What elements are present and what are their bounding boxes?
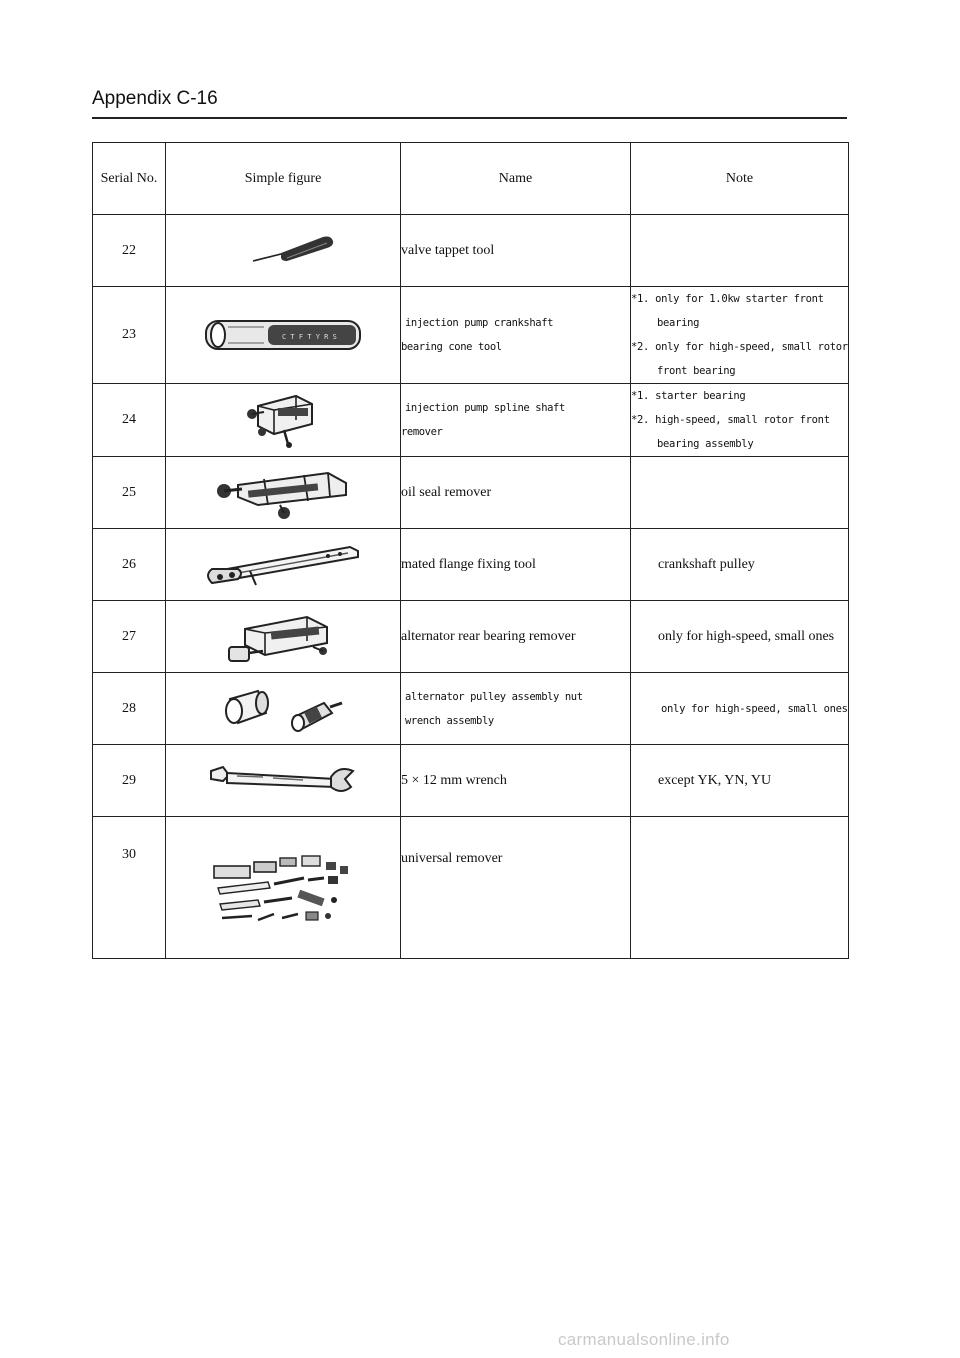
name-cell	[401, 457, 631, 529]
note-line: *2. high-speed, small rotor front	[631, 414, 830, 426]
table-row	[93, 601, 849, 673]
serial-cell: 29	[93, 745, 166, 817]
name-line: mated flange fixing tool	[401, 557, 536, 572]
column-header-name: Name	[401, 143, 631, 215]
note-cell	[631, 215, 849, 287]
figure-cell	[166, 287, 401, 384]
name-cell	[401, 817, 631, 959]
name-cell	[401, 287, 631, 384]
serial-cell: 27	[93, 601, 166, 673]
note-line: except YK, YN, YU	[658, 772, 772, 788]
name-line: bearing cone tool	[401, 341, 502, 353]
table-row	[93, 673, 849, 745]
column-header-figure: Simple figure	[166, 143, 401, 215]
watermark-text: carmanualsonline.info	[558, 1330, 730, 1349]
serial-cell: 24	[93, 384, 166, 457]
column-header-serial: Serial No.	[93, 143, 166, 215]
figure-cell	[166, 457, 401, 529]
serial-cell: 25	[93, 457, 166, 529]
note-cell	[631, 673, 849, 745]
serial-cell: 26	[93, 529, 166, 601]
note-cell	[631, 817, 849, 959]
special-tools-table	[92, 142, 849, 959]
table-row	[93, 215, 849, 287]
name-cell	[401, 601, 631, 673]
note-line: *2. only for high-speed, small rotor	[631, 341, 848, 353]
note-line: front bearing	[657, 365, 736, 377]
note-line: bearing assembly	[657, 438, 754, 450]
serial-cell: 23	[93, 287, 166, 384]
name-cell	[401, 215, 631, 287]
serial-cell: 28	[93, 673, 166, 745]
column-header-note: Note	[631, 143, 849, 215]
name-line: injection pump crankshaft	[405, 317, 554, 329]
figure-cell	[166, 215, 401, 287]
name-line: injection pump spline shaft	[405, 402, 565, 414]
note-line: *1. starter bearing	[631, 390, 746, 402]
wrench-icon	[203, 761, 363, 801]
note-cell	[631, 457, 849, 529]
note-cell	[631, 529, 849, 601]
note-line: *1. only for 1.0kw starter front	[631, 293, 824, 305]
name-line: oil seal remover	[401, 485, 492, 500]
figure-cell	[166, 745, 401, 817]
note-line: only for high-speed, small ones	[661, 702, 848, 715]
svg-text:C T F T Y R S: C T F T Y R S	[282, 333, 337, 341]
note-cell	[631, 384, 849, 457]
note-cell	[631, 601, 849, 673]
figure-cell	[166, 384, 401, 457]
header-divider	[92, 117, 847, 119]
table-row	[93, 529, 849, 601]
serial-cell: 22	[93, 215, 166, 287]
table-row	[93, 287, 849, 384]
valve-tappet-tool-icon	[223, 231, 343, 271]
table-row	[93, 817, 849, 959]
note-line: crankshaft pulley	[658, 556, 755, 572]
name-cell	[401, 745, 631, 817]
flange-fixing-tool-icon	[198, 539, 368, 591]
name-line: remover	[401, 426, 443, 438]
serial-cell: 30	[93, 817, 166, 959]
name-cell	[401, 673, 631, 745]
note-line: bearing	[657, 317, 700, 329]
name-line: universal remover	[401, 851, 503, 866]
figure-cell	[166, 673, 401, 745]
note-line: only for high-speed, small ones	[658, 628, 835, 644]
figure-cell	[166, 601, 401, 673]
bearing-cone-tool-icon	[198, 315, 368, 355]
universal-remover-kit-icon	[208, 848, 358, 928]
page-header-title: Appendix C-16	[92, 88, 218, 109]
table-row	[93, 745, 849, 817]
pulley-nut-wrench-icon	[218, 683, 348, 735]
name-line: alternator rear bearing remover	[401, 629, 576, 644]
name-line: wrench assembly	[405, 714, 494, 727]
table-header-row	[93, 143, 849, 215]
name-cell	[401, 384, 631, 457]
name-line: 5 × 12 mm wrench	[401, 773, 507, 788]
name-line: alternator pulley assembly nut	[405, 690, 583, 703]
oil-seal-remover-icon	[208, 465, 358, 521]
bearing-remover-icon	[223, 609, 343, 665]
note-cell	[631, 287, 849, 384]
name-cell	[401, 529, 631, 601]
figure-cell	[166, 529, 401, 601]
spline-shaft-remover-icon	[238, 390, 328, 450]
table-row	[93, 457, 849, 529]
figure-cell	[166, 817, 401, 959]
note-cell	[631, 745, 849, 817]
table-row	[93, 384, 849, 457]
name-line: valve tappet tool	[401, 243, 495, 258]
